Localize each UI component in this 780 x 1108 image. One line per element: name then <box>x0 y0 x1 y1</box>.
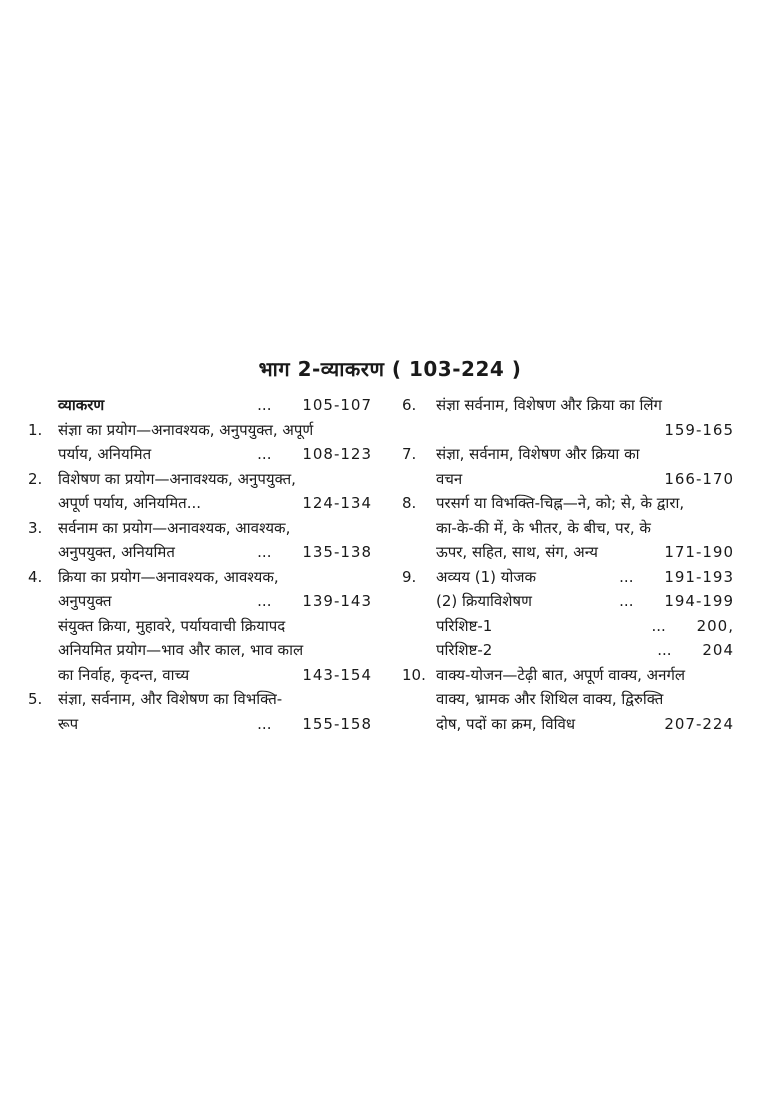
toc-line <box>58 663 372 688</box>
entry-number: 9. <box>402 567 417 586</box>
toc-line-text: अनुपयुक्त, अनियमित <box>58 543 175 561</box>
toc-line <box>436 687 734 712</box>
toc-line <box>58 589 372 614</box>
entry-number: 3. <box>28 518 43 537</box>
page-range: 124-134 <box>302 494 372 512</box>
toc-entry <box>402 393 734 442</box>
toc-entry <box>28 565 372 688</box>
toc-entry <box>28 687 372 736</box>
entry-body <box>58 687 372 736</box>
toc-line <box>436 712 734 737</box>
toc-line-text: अव्यय (1) योजक <box>436 567 537 586</box>
page-range: 194-199 <box>664 592 734 610</box>
leader-dots: ... <box>257 714 272 733</box>
page-range: 166-170 <box>664 469 734 488</box>
entry-number: 4. <box>28 567 43 586</box>
toc-line <box>436 442 734 467</box>
toc-entry <box>402 491 734 565</box>
toc-line-text: विशेषण का प्रयोग—अनावश्यक, अनुपयुक्त, <box>58 469 296 488</box>
page-range: 139-143 <box>302 592 372 610</box>
toc-line <box>58 565 372 590</box>
toc-line <box>58 393 372 418</box>
toc-line <box>436 589 734 614</box>
toc-line-text: वाक्य-योजन—टेढ़ी बात, अपूर्ण वाक्य, अनर्गल <box>436 665 686 684</box>
toc-line-text: पर्याय, अनियमित <box>58 445 152 463</box>
entry-body <box>58 393 372 418</box>
toc-line-text: वाक्य, भ्रामक और शिथिल वाक्य, द्विरुक्ति <box>436 690 664 708</box>
toc-line-text: का-के-की में, के भीतर, के बीच, पर, के <box>436 518 651 537</box>
toc-line <box>436 467 734 492</box>
leader-dots: ... <box>257 396 272 414</box>
leader-dots: ... <box>651 616 666 635</box>
toc-line <box>58 442 372 467</box>
toc-left-column <box>28 393 372 736</box>
page-range: 155-158 <box>302 714 372 733</box>
entry-body <box>58 418 372 467</box>
entry-number <box>28 393 58 418</box>
toc-line-text: ऊपर, सहित, साथ, संग, अन्य <box>436 543 598 561</box>
toc-line <box>58 467 372 492</box>
toc-line-text <box>436 418 664 443</box>
toc-line <box>58 712 372 737</box>
toc-line-text: का निर्वाह, कृदन्त, वाच्य <box>58 665 190 684</box>
page-range: 159-165 <box>664 420 734 439</box>
page-range: 200, <box>696 616 734 635</box>
toc-line <box>436 393 734 418</box>
page-range: 207-224 <box>664 714 734 733</box>
toc-line <box>58 418 372 443</box>
entry-number: 6. <box>402 396 417 414</box>
toc-line-text: (2) क्रियाविशेषण <box>436 592 532 610</box>
page-range: 204 <box>702 641 734 659</box>
toc-line <box>436 491 734 516</box>
leader-dots: ... <box>257 592 272 610</box>
entry-body <box>436 491 734 565</box>
page-range: 171-190 <box>664 543 734 561</box>
toc-line <box>436 663 734 688</box>
toc-line-text: दोष, पदों का क्रम, विविध <box>436 714 576 733</box>
toc-line-text: संज्ञा, सर्वनाम, विशेषण और क्रिया का <box>436 445 640 463</box>
toc-line-text: परिशिष्ट-1 <box>436 616 493 635</box>
entry-number: 2. <box>28 469 43 488</box>
entry-body <box>436 393 734 442</box>
entry-number: 10. <box>402 665 426 684</box>
toc-entry <box>28 418 372 467</box>
page-range: 191-193 <box>664 567 734 586</box>
toc-entry <box>28 516 372 565</box>
leader-dots: ... <box>619 567 634 586</box>
toc-line <box>436 540 734 565</box>
toc-line-text: संयुक्त क्रिया, मुहावरे, पर्यायवाची क्रियापद <box>58 616 286 635</box>
page-range: 135-138 <box>302 543 372 561</box>
toc-line <box>436 614 734 639</box>
toc-line <box>58 516 372 541</box>
toc-line-text: परिशिष्ट-2 <box>436 641 493 659</box>
toc-right-column <box>402 393 734 736</box>
toc-line <box>436 565 734 590</box>
toc-line-text: संज्ञा, सर्वनाम, और विशेषण का विभक्ति- <box>58 690 283 708</box>
toc-line-text: वचन <box>436 469 463 488</box>
toc-line-text: अनुपयुक्त <box>58 592 112 610</box>
entry-body <box>436 442 734 491</box>
entry-body <box>436 663 734 737</box>
toc-line <box>58 687 372 712</box>
page-range: 143-154 <box>302 665 372 684</box>
toc-line-text: परसर्ग या विभक्ति-चिह्न—ने, को; से, के द्वारा, <box>436 494 685 512</box>
entry-number: 8. <box>402 494 417 512</box>
toc-line <box>58 614 372 639</box>
toc-line-text: रूप <box>58 714 79 733</box>
entry-number: 5. <box>28 690 43 708</box>
leader-dots: ... <box>657 641 672 659</box>
toc-line <box>436 516 734 541</box>
entry-body <box>58 516 372 565</box>
section-title: भाग 2-व्याकरण ( 103-224 ) <box>258 357 522 381</box>
toc-line <box>58 638 372 663</box>
entry-body <box>436 565 734 663</box>
leader-dots: ... <box>257 445 272 463</box>
toc-entry <box>402 663 734 737</box>
toc-line-text: अनियमित प्रयोग—भाव और काल, भाव काल <box>58 641 304 659</box>
toc-entry <box>402 442 734 491</box>
toc-line <box>436 418 734 443</box>
page-range: 108-123 <box>302 445 372 463</box>
page-range: 105-107 <box>302 396 372 414</box>
entry-body <box>58 467 372 516</box>
leader-dots: ... <box>257 543 272 561</box>
entry-number: 7. <box>402 445 417 463</box>
toc-line-text: क्रिया का प्रयोग—अनावश्यक, आवश्यक, <box>58 567 279 586</box>
toc-line <box>58 540 372 565</box>
toc-line-text: संज्ञा का प्रयोग—अनावश्यक, अनुपयुक्त, अपूर्ण <box>58 420 314 439</box>
toc-line-text: संज्ञा सर्वनाम, विशेषण और क्रिया का लिंग <box>436 396 662 414</box>
toc-line-text: व्याकरण <box>58 396 105 414</box>
entry-body <box>58 565 372 688</box>
entry-number: 1. <box>28 420 43 439</box>
toc-entry <box>402 565 734 663</box>
toc-line-text: अपूर्ण पर्याय, अनियमित... <box>58 494 202 512</box>
toc-line <box>436 638 734 663</box>
toc-entry <box>28 467 372 516</box>
toc-line <box>58 491 372 516</box>
leader-dots: ... <box>619 592 634 610</box>
toc-entry-heading <box>28 393 372 418</box>
toc-line-text: सर्वनाम का प्रयोग—अनावश्यक, आवश्यक, <box>58 518 291 537</box>
